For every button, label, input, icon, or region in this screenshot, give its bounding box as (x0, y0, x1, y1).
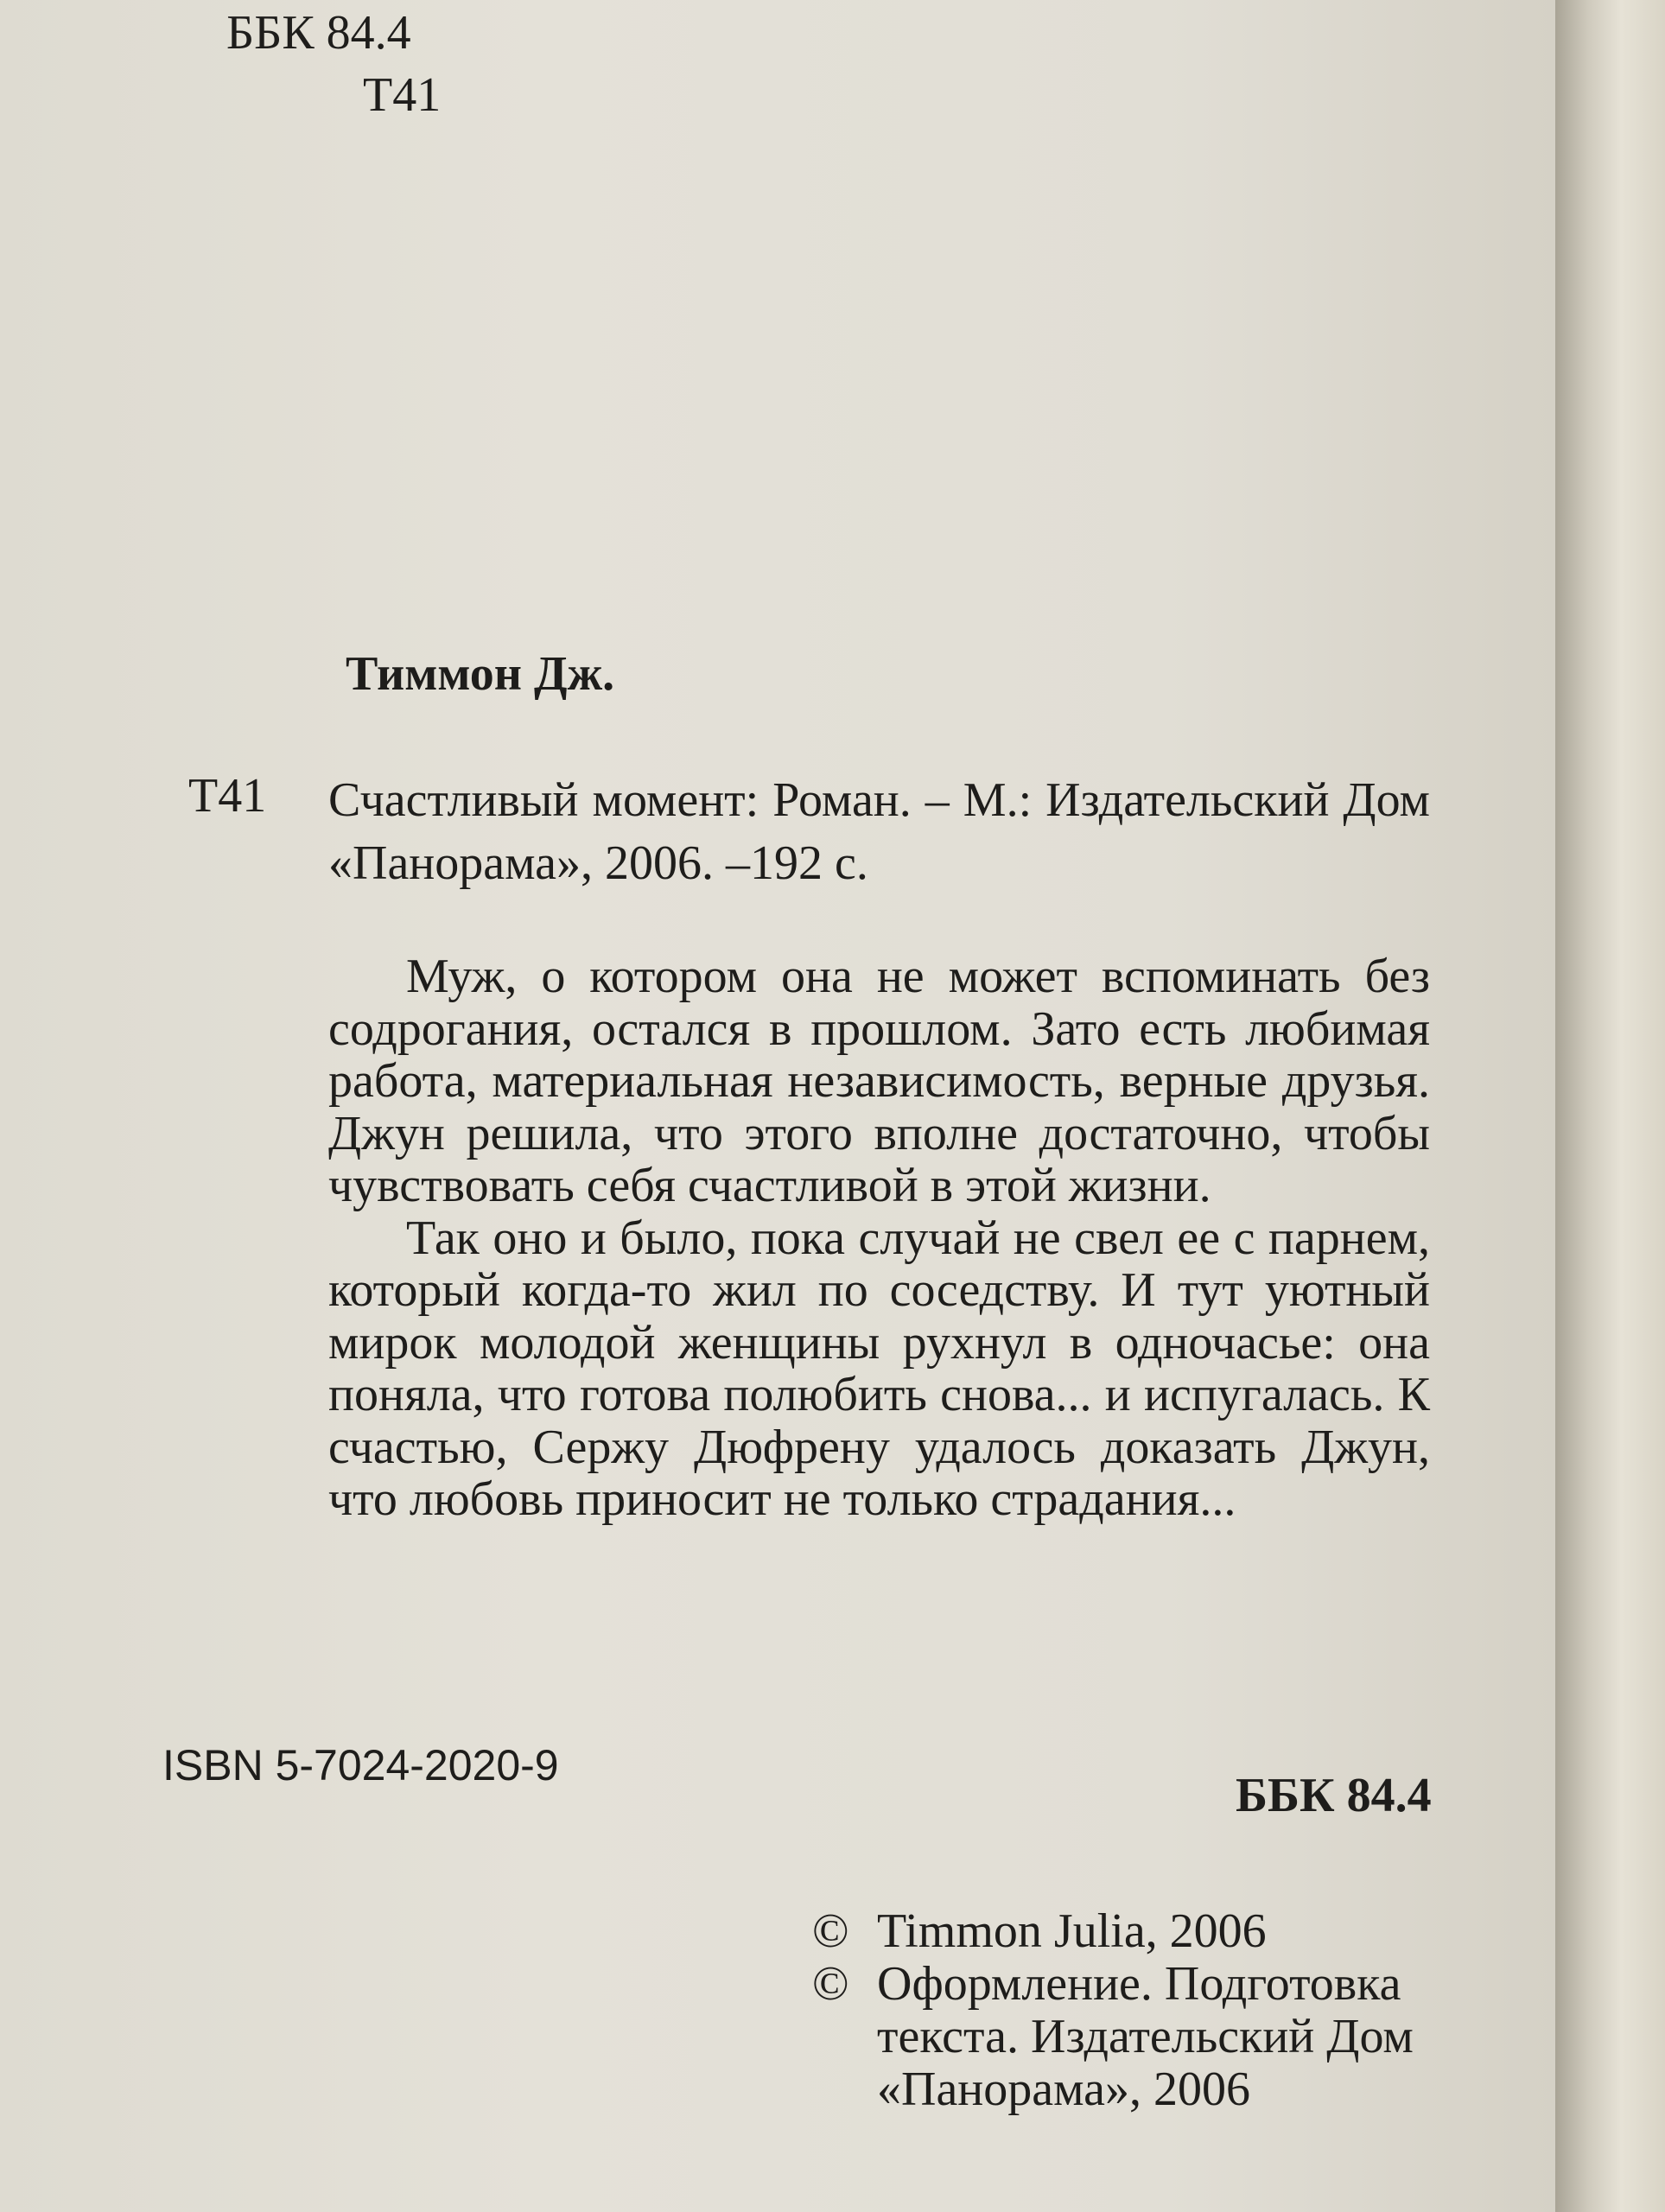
author-index-side: Т41 (188, 769, 267, 823)
annotation (328, 950, 1430, 1526)
author-name: Тиммон Дж. (346, 647, 615, 701)
copyright-author-text: Timmon Julia, 2006 (877, 1904, 1267, 1958)
bbk-code-top: ББК 84.4 (226, 6, 411, 60)
copyright-publisher-text: Оформление. Подготовка текста. Издательский Дом «Панорама», 2006 (877, 1957, 1414, 2116)
bbk-code-bottom: ББК 84.4 (1236, 1769, 1432, 1822)
author-index-top: Т41 (363, 68, 442, 122)
next-page-edge (1555, 0, 1665, 2212)
copyright-icon: © (812, 1904, 849, 1958)
annotation-paragraph-2: Так оно и было, пока случай не свел ее с парнем, который когда-то жил по соседству. И тут уютный мирок молодой женщины рухнул в одночасье: она поняла, что готова полюбить снова... и испугалась. К счастью, Сержу Дюфрену удалось доказать Джун, что любовь приносит не только страдания... (328, 1211, 1430, 1526)
copyright-author (812, 1905, 1430, 1958)
copyright-block (812, 1905, 1430, 2116)
copyright-publisher (812, 1958, 1430, 2116)
annotation-paragraph-1: Муж, о котором она не может вспоминать без содрогания, остался в прошлом. Зато есть любимая работа, материальная независимость, верные друзья. Джун решила, что этого вполне достаточно, чтобы чувствовать себя счастливой в этой жизни. (328, 950, 1430, 1212)
isbn: ISBN 5-7024-2020-9 (162, 1741, 559, 1789)
copyright-icon: © (812, 1957, 849, 2011)
bibliographic-description: Счастливый момент: Роман. – М.: Издательский Дом «Панорама», 2006. –192 с. (328, 773, 1430, 890)
